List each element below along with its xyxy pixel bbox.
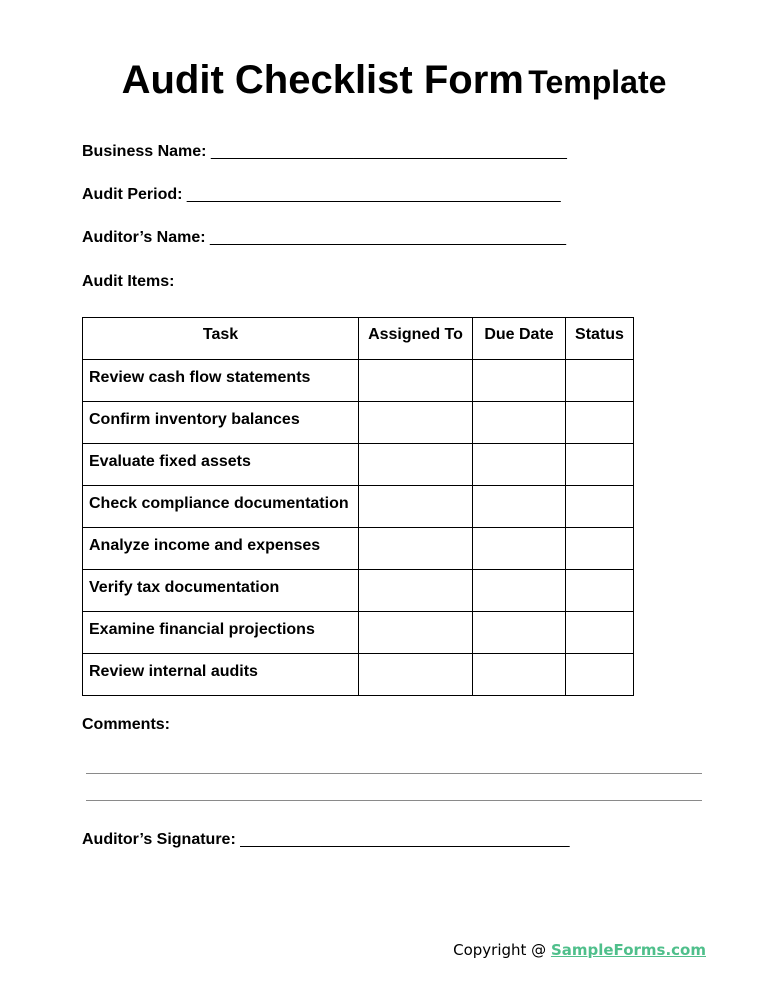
business-name-blank[interactable]: ________________________________________ [210, 143, 567, 160]
due-date-cell[interactable] [473, 612, 566, 654]
status-cell[interactable] [566, 654, 634, 696]
auditor-name-blank[interactable]: ________________________________________ [210, 229, 566, 246]
auditor-name-label: Auditor’s Name: [82, 229, 206, 246]
auditor-name-field[interactable] [82, 229, 566, 247]
table-row [83, 654, 634, 696]
title-main: Audit Checklist Form [121, 58, 524, 102]
status-cell[interactable] [566, 360, 634, 402]
table-row [83, 528, 634, 570]
header-due-date: Due Date [473, 318, 566, 360]
header-status: Status [566, 318, 634, 360]
status-cell[interactable] [566, 444, 634, 486]
table-row [83, 612, 634, 654]
assigned-to-cell[interactable] [359, 612, 473, 654]
task-cell: Review internal audits [83, 654, 359, 696]
business-name-label: Business Name: [82, 143, 207, 160]
title-suffix: Template [528, 64, 667, 100]
copyright-notice [453, 941, 706, 959]
status-cell[interactable] [566, 486, 634, 528]
audit-period-blank[interactable]: __________________________________________ [186, 186, 561, 203]
table-row [83, 486, 634, 528]
task-cell: Evaluate fixed assets [83, 444, 359, 486]
assigned-to-cell[interactable] [359, 528, 473, 570]
brand-link[interactable]: SampleForms.com [550, 941, 706, 959]
table-header-row [83, 318, 634, 360]
table-row [83, 444, 634, 486]
assigned-to-cell[interactable] [359, 360, 473, 402]
due-date-cell[interactable] [473, 654, 566, 696]
header-assigned-to: Assigned To [359, 318, 473, 360]
signature-label: Auditor’s Signature: [82, 831, 236, 848]
due-date-cell[interactable] [473, 402, 566, 444]
table-row [83, 402, 634, 444]
assigned-to-cell[interactable] [359, 570, 473, 612]
status-cell[interactable] [566, 570, 634, 612]
assigned-to-cell[interactable] [359, 654, 473, 696]
assigned-to-cell[interactable] [359, 486, 473, 528]
header-task: Task [83, 318, 359, 360]
status-cell[interactable] [566, 402, 634, 444]
assigned-to-cell[interactable] [359, 444, 473, 486]
task-cell: Check compliance documentation [83, 486, 359, 528]
table-row [83, 570, 634, 612]
due-date-cell[interactable] [473, 486, 566, 528]
comments-label: Comments: [82, 716, 171, 733]
audit-period-label: Audit Period: [82, 186, 183, 203]
signature-field[interactable] [82, 831, 569, 849]
business-name-field[interactable] [82, 143, 567, 161]
audit-items-table [82, 317, 634, 696]
due-date-cell[interactable] [473, 528, 566, 570]
assigned-to-cell[interactable] [359, 402, 473, 444]
due-date-cell[interactable] [473, 444, 566, 486]
table-row [83, 360, 634, 402]
copyright-prefix: Copyright @ [453, 941, 551, 959]
task-cell: Verify tax documentation [83, 570, 359, 612]
task-cell: Examine financial projections [83, 612, 359, 654]
audit-items-label: Audit Items: [82, 273, 175, 290]
task-cell: Review cash flow statements [83, 360, 359, 402]
due-date-cell[interactable] [473, 360, 566, 402]
comment-line[interactable] [86, 800, 702, 801]
audit-period-field[interactable] [82, 186, 561, 204]
task-cell: Confirm inventory balances [83, 402, 359, 444]
task-cell: Analyze income and expenses [83, 528, 359, 570]
signature-blank[interactable]: _____________________________________ [240, 831, 570, 848]
comment-line[interactable] [86, 773, 702, 774]
status-cell[interactable] [566, 528, 634, 570]
status-cell[interactable] [566, 612, 634, 654]
due-date-cell[interactable] [473, 570, 566, 612]
form-title [0, 58, 780, 103]
